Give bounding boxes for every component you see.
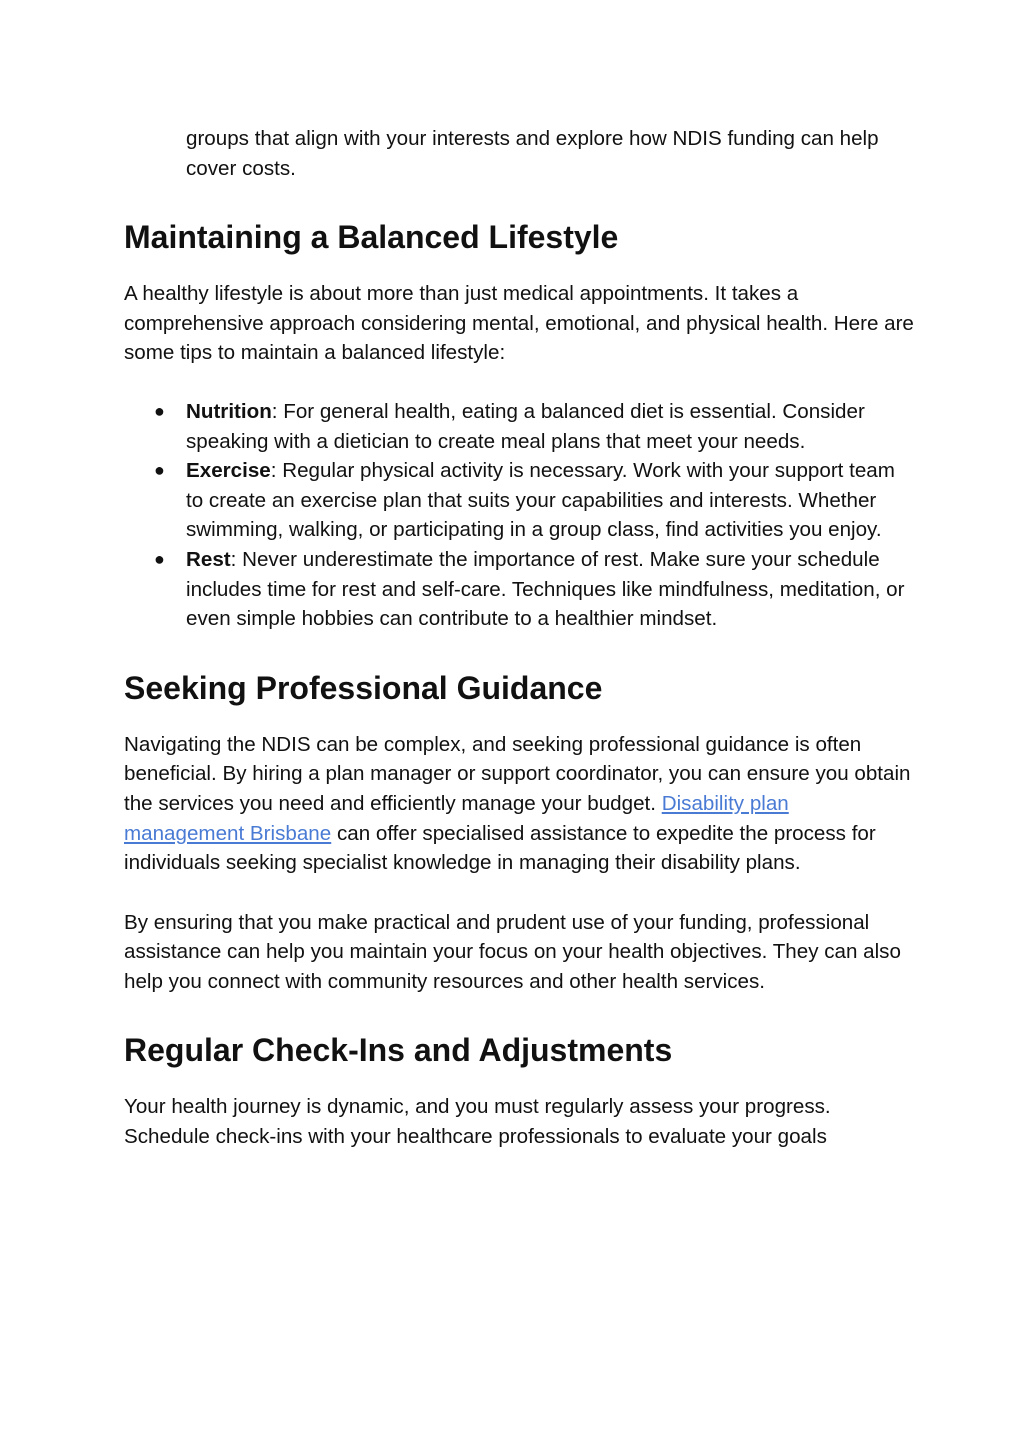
balanced-lifestyle-paragraph: A healthy lifestyle is about more than just medical appointments. It takes a comprehensive approach considering mental, emotional, and physical health. Here are some tips to maintain a balanced lifestyle: (124, 282, 914, 365)
bullet-text: : Never underestimate the importance of rest. Make sure your schedule includes time for rest and self-care. Techniques like mindfulness, meditation, or even simple hobbies can contribute to a healthier mindset. (186, 547, 905, 631)
list-item-exercise (124, 456, 914, 545)
bullet-term: Rest (186, 547, 231, 571)
check-ins-paragraph: Your health journey is dynamic, and you must regularly assess your progress. Schedule check-ins with your healthcare professionals to evaluate your goals (124, 1095, 831, 1149)
list-item-rest (124, 545, 914, 634)
heading-check-ins: Regular Check-Ins and Adjustments (124, 1032, 673, 1069)
guidance-text-before-link: Navigating the NDIS can be complex, and seeking professional guidance is often beneficial. By hiring a plan manager or support coordinator, you can ensure you obtain the services you need and efficiently manage your budget. (124, 732, 911, 815)
list-item-nutrition (124, 397, 914, 456)
balanced-lifestyle-tips (124, 397, 914, 634)
heading-balanced-lifestyle: Maintaining a Balanced Lifestyle (124, 219, 619, 256)
guidance-paragraph-2: By ensuring that you make practical and prudent use of your funding, professional assistance can help you maintain your focus on your health objectives. They can also help you connect with community resources and other health services. (124, 910, 901, 993)
guidance-paragraph-1 (124, 730, 914, 878)
bullet-term: Exercise (186, 459, 271, 483)
heading-professional-guidance: Seeking Professional Guidance (124, 669, 603, 706)
bullet-term: Nutrition (186, 399, 272, 423)
document-page (124, 124, 914, 1152)
bullet-icon: ● (154, 548, 165, 569)
guidance-text-after-link: can offer specialised assistance to expedite the process for individuals seeking specialist knowledge in managing their disability plans. (124, 821, 876, 875)
bullet-text: : Regular physical activity is necessary. Work with your support team to create an exercise plan that suits your capabilities and interests. Whether swimming, walking, or participating in a group class, find activities you enjoy. (186, 459, 895, 542)
bullet-icon: ● (154, 400, 165, 421)
bullet-text: : For general health, eating a balanced diet is essential. Consider speaking with a dietician to create meal plans that meet your needs. (186, 399, 865, 453)
disability-plan-management-link[interactable]: Disability plan management Brisbane (124, 791, 789, 845)
intro-continuation: groups that align with your interests and explore how NDIS funding can help cover costs. (186, 127, 879, 180)
bullet-icon: ● (154, 460, 165, 481)
